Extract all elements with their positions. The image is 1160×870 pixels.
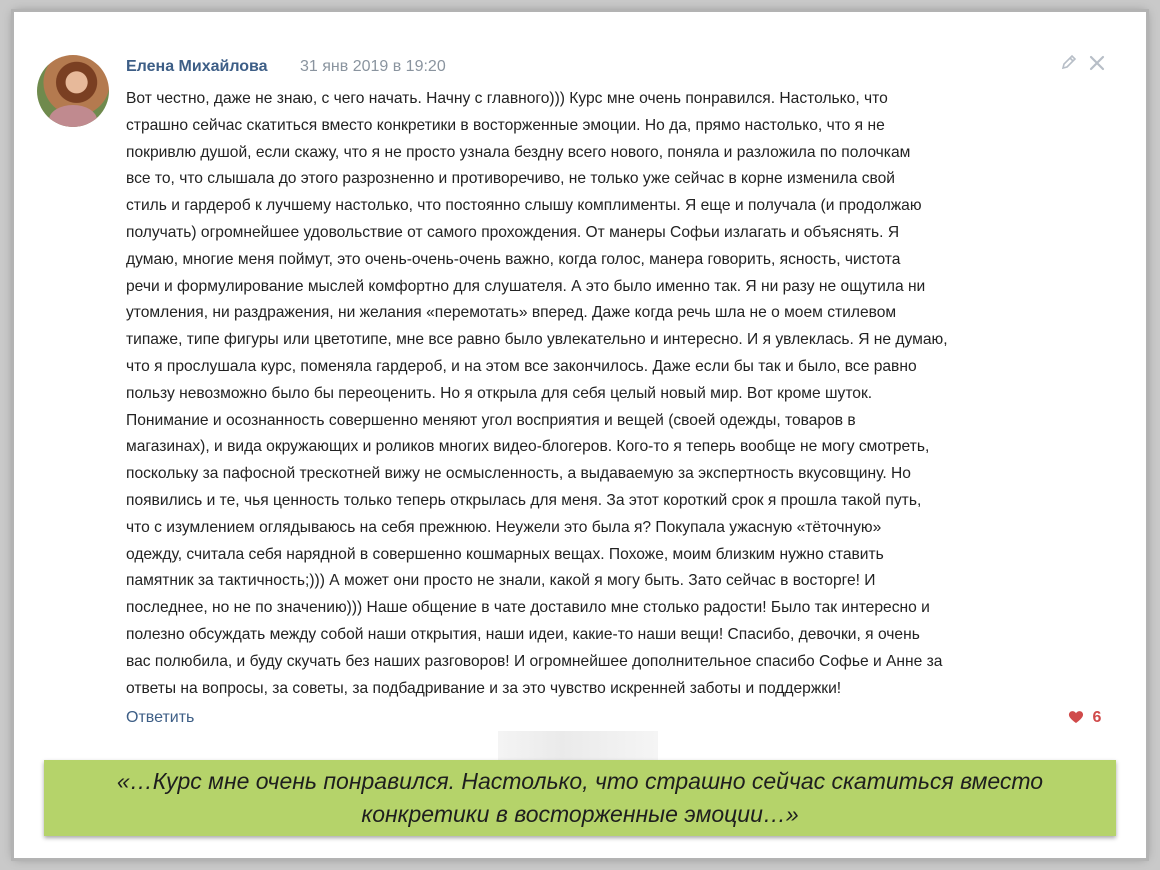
author-name[interactable]: Елена Михайлова [126,58,268,75]
comment-date[interactable]: 31 янв 2019 в 19:20 [300,58,446,75]
close-icon[interactable] [1086,52,1108,74]
likes-count: 6 [1092,709,1102,726]
reply-link[interactable]: Ответить [126,709,195,726]
avatar[interactable] [37,55,109,127]
pencil-icon[interactable] [1058,52,1080,74]
heart-icon [1068,709,1092,726]
quote-banner [44,760,1116,836]
quote-text: «…Курс мне очень понравился. Настолько, что страшно сейчас скатиться вместо конкретики в восторженные эмоции…» [116,768,1044,827]
like-button[interactable] [1068,709,1101,727]
avatar-shoulders [49,105,97,127]
comment-text: Вот честно, даже не знаю, с чего начать. Начну с главного))) Курс мне очень понравился. Настолько, что страшно сейчас скатиться вместо конкретики в восторженные эмоции. Но да, прямо настолько, что я не покривлю душой, если скажу, что я не просто узнала бездну всего нового, поняла и разложила по полочкам все то, что слышала до этого разрозненно и противоречиво, не только уже сейчас в корне изменила свой стиль и гардероб к лучшему настолько, что постоянно слышу комплименты. Я еще и получала (и продолжаю получать) огромнейшее удовольствие от самого прохождения. От манеры Софьи излагать и объяснять. Я думаю, многие меня поймут, это очень-очень-очень важно, когда голос, манера говорить, ясность, чистота речи и формулирование мыслей комфортно для слушателя. А это было именно так. Я ни разу не ощутила ни утомления, ни раздражения, ни желания «перемотать» вперед. Даже когда речь шла не о моем стилевом типаже, типе фигуры или цветотипе, мне все равно было увлекательно и интересно. И я увлеклась. Я не думаю, что я прослушала курс, поменяла гардероб, и на этом все закончилось. Даже если бы так и было, все равно пользу невозможно было бы переоценить. Но я открыла для себя целый новый мир. Вот кроме шуток. Понимание и осознанность совершенно меняют угол восприятия и вещей (своей одежды, товаров в магазинах), и вида окружающих и роликов многих видео-блогеров. Кого-то я теперь вообще не могу смотреть, поскольку за пафосной трескотней вижу не осмысленность, а выдаваемую за экспертность вкусовщину. Но появились и те, чья ценность только теперь открылась для меня. За этот короткий срок я прошла такой путь, что с изумлением оглядываюсь на себя прежнюю. Неужели это была я? Покупала ужасную «тёточную» одежду, считала себя нарядной в совершенно кошмарных вещах. Похоже, моим близким нужно ставить памятник за тактичность;))) А может они просто не знали, какой я могу быть. Зато сейчас в восторге! И последнее, но не по значению))) Наше общение в чате доставило мне столько радости! Было так интересно и полезно обсуждать между собой наши открытия, наши идеи, какие-то наши вещи! Спасибо, девочки, я очень вас полюбила, и буду скучать без наших разговоров! И огромнейшее дополнительное спасибо Софье и Анне за ответы на вопросы, за советы, за подбадривание и за это чувство искренней заботы и поддержки! [126,90,948,697]
